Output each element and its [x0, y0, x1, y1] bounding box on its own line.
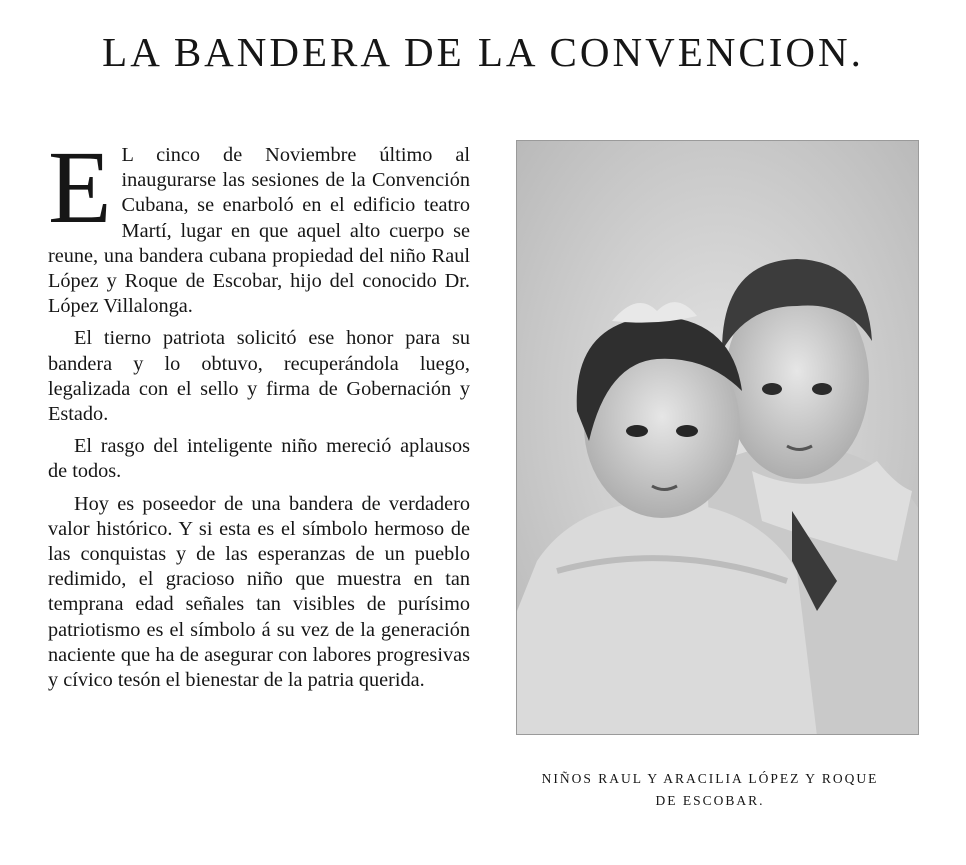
drop-cap: E — [48, 130, 112, 245]
caption-line-2: DE ESCOBAR. — [655, 793, 765, 808]
boy-eye-left — [762, 383, 782, 395]
page-title: LA BANDERA DE LA CONVENCION. — [102, 29, 864, 75]
article-body — [48, 130, 470, 700]
girl-eye-right — [676, 425, 698, 437]
article-paragraph-2: El tierno patriota solicitó ese honor para su bandera y lo obtuvo, recuperándola luego, legalizada con el sello y firma de Gobernación y Estado. — [48, 327, 470, 426]
article-paragraph-1 — [48, 130, 470, 319]
children-photograph — [516, 140, 919, 735]
caption-line-1: NIÑOS RAUL Y ARACILIA LÓPEZ Y ROQUE — [541, 771, 879, 786]
photo-caption — [500, 768, 920, 812]
paragraph-text: L cinco de Noviembre último al inaugurarse las sesiones de la Convención Cubana, se enarboló en el edificio teatro Martí, lugar en que aquel alto cuerpo se reune, una bandera cubana propiedad del niño Raul López y Roque de Escobar, hijo del conocido Dr. López Villalonga. — [48, 144, 470, 318]
article-paragraph-3: El rasgo del inteligente niño mereció aplausos de todos. — [48, 435, 470, 483]
girl-eye-left — [626, 425, 648, 437]
article-paragraph-4: Hoy es poseedor de una bandera de verdadero valor histórico. Y si esta es el símbolo hermoso de las conquistas y de las esperanzas de un pueblo redimido, el gracioso niño que muestra en tan temprana edad señales tan visibles de purísimo patriotismo es el símbolo á su vez de la generación naciente que ha de asegurar con labores progresivas y cívico tesón el bienestar de la patria querida. — [48, 492, 470, 692]
boy-eye-right — [812, 383, 832, 395]
photo-illustration — [517, 141, 919, 735]
